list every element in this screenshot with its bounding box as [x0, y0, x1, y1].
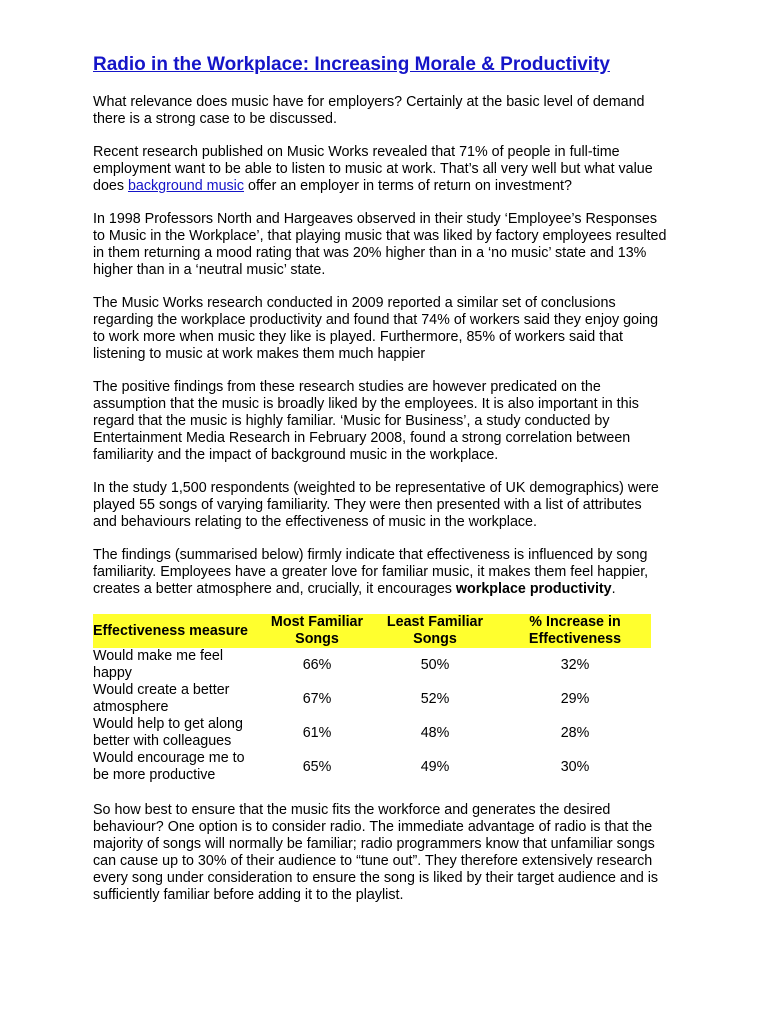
row-least-familiar: 48%	[420, 724, 450, 741]
effectiveness-table	[93, 614, 651, 784]
row-least-familiar: 52%	[420, 690, 450, 707]
header-percent-increase: % Increase in Effectiveness	[499, 614, 651, 648]
paragraph-7	[93, 547, 668, 598]
page-title	[93, 52, 668, 78]
table-row	[93, 716, 651, 750]
row-least-familiar: 50%	[420, 656, 450, 673]
workplace-productivity-bold: workplace productivity	[455, 581, 612, 597]
title-link[interactable]: Radio in the Workplace: Increasing Morale & Productivity	[93, 54, 610, 75]
header-effectiveness-measure: Effectiveness measure	[93, 614, 263, 648]
header-most-familiar: Most Familiar Songs	[263, 614, 371, 648]
paragraph-2-text-a: Recent research published on Music Works revealed that 71% of people in full-time employment want to be able to listen to music at work. That’s all very well but what value does	[93, 144, 653, 194]
paragraph-6: In the study 1,500 respondents (weighted to be representative of UK demographics) were played 55 songs of varying familiarity. They were then presented with a list of attributes and behaviours relating to the effectiveness of music in the workplace.	[93, 480, 659, 530]
row-measure: Would encourage me to be more productive	[93, 750, 245, 783]
row-increase: 30%	[560, 758, 590, 775]
table-row	[93, 682, 651, 716]
row-increase: 28%	[560, 724, 590, 741]
row-increase: 29%	[560, 690, 590, 707]
table-row	[93, 750, 651, 784]
row-most-familiar: 66%	[302, 656, 332, 673]
row-measure: Would help to get along better with colleagues	[93, 716, 243, 749]
paragraph-3: In 1998 Professors North and Hargeaves observed in their study ‘Employee’s Responses to Music in the Workplace’, that playing music that was liked by factory employees resulted in them returning a mood rating that was 20% higher than in a ‘no music’ state and 13% higher than in a ‘neutral music’ state.	[93, 211, 667, 278]
paragraph-5: The positive findings from these research studies are however predicated on the assumption that the music is broadly liked by the employees. It is also important in this regard that the music is highly familiar. ‘Music for Business’, a study conducted by Entertainment Media Research in February 2008, found a strong correlation between familiarity and the impact of background music in the workplace.	[93, 379, 639, 463]
table-row	[93, 648, 651, 682]
row-least-familiar: 49%	[420, 758, 450, 775]
paragraph-7-text-a: The findings (summarised below) firmly indicate that effectiveness is influenced by song familiarity. Employees have a greater love for familiar music, it makes them feel happier, creates a better atmosphere and, crucially, it encourages	[93, 547, 649, 597]
row-increase: 32%	[560, 656, 590, 673]
row-measure: Would create a better atmosphere	[93, 682, 230, 715]
row-most-familiar: 67%	[302, 690, 332, 707]
background-music-link[interactable]: background music	[127, 178, 245, 194]
table-header-row	[93, 614, 651, 648]
row-most-familiar: 61%	[302, 724, 332, 741]
paragraph-4: The Music Works research conducted in 2009 reported a similar set of conclusions regarding the workplace productivity and found that 74% of workers said they enjoy going to work more when music they like is played. Furthermore, 85% of workers said that listening to music at work makes them much happier	[93, 295, 659, 362]
row-measure: Would make me feel happy	[93, 648, 224, 681]
header-least-familiar: Least Familiar Songs	[371, 614, 499, 648]
paragraph-2	[93, 144, 668, 195]
paragraph-7-text-b: .	[611, 581, 616, 597]
paragraph-8: So how best to ensure that the music fits the workforce and generates the desired behaviour? One option is to consider radio. The immediate advantage of radio is that the majority of songs will normally be familiar; radio programmers know that unfamiliar songs can cause up to 30% of their audience to “tune out”. They therefore extensively research every song under consideration to ensure the song is liked by their target audience and is sufficiently familiar before adding it to the playlist.	[93, 802, 659, 903]
paragraph-2-text-b: offer an employer in terms of return on investment?	[244, 178, 572, 194]
row-most-familiar: 65%	[302, 758, 332, 775]
paragraph-1: What relevance does music have for employers? Certainly at the basic level of demand there is a strong case to be discussed.	[93, 94, 645, 127]
